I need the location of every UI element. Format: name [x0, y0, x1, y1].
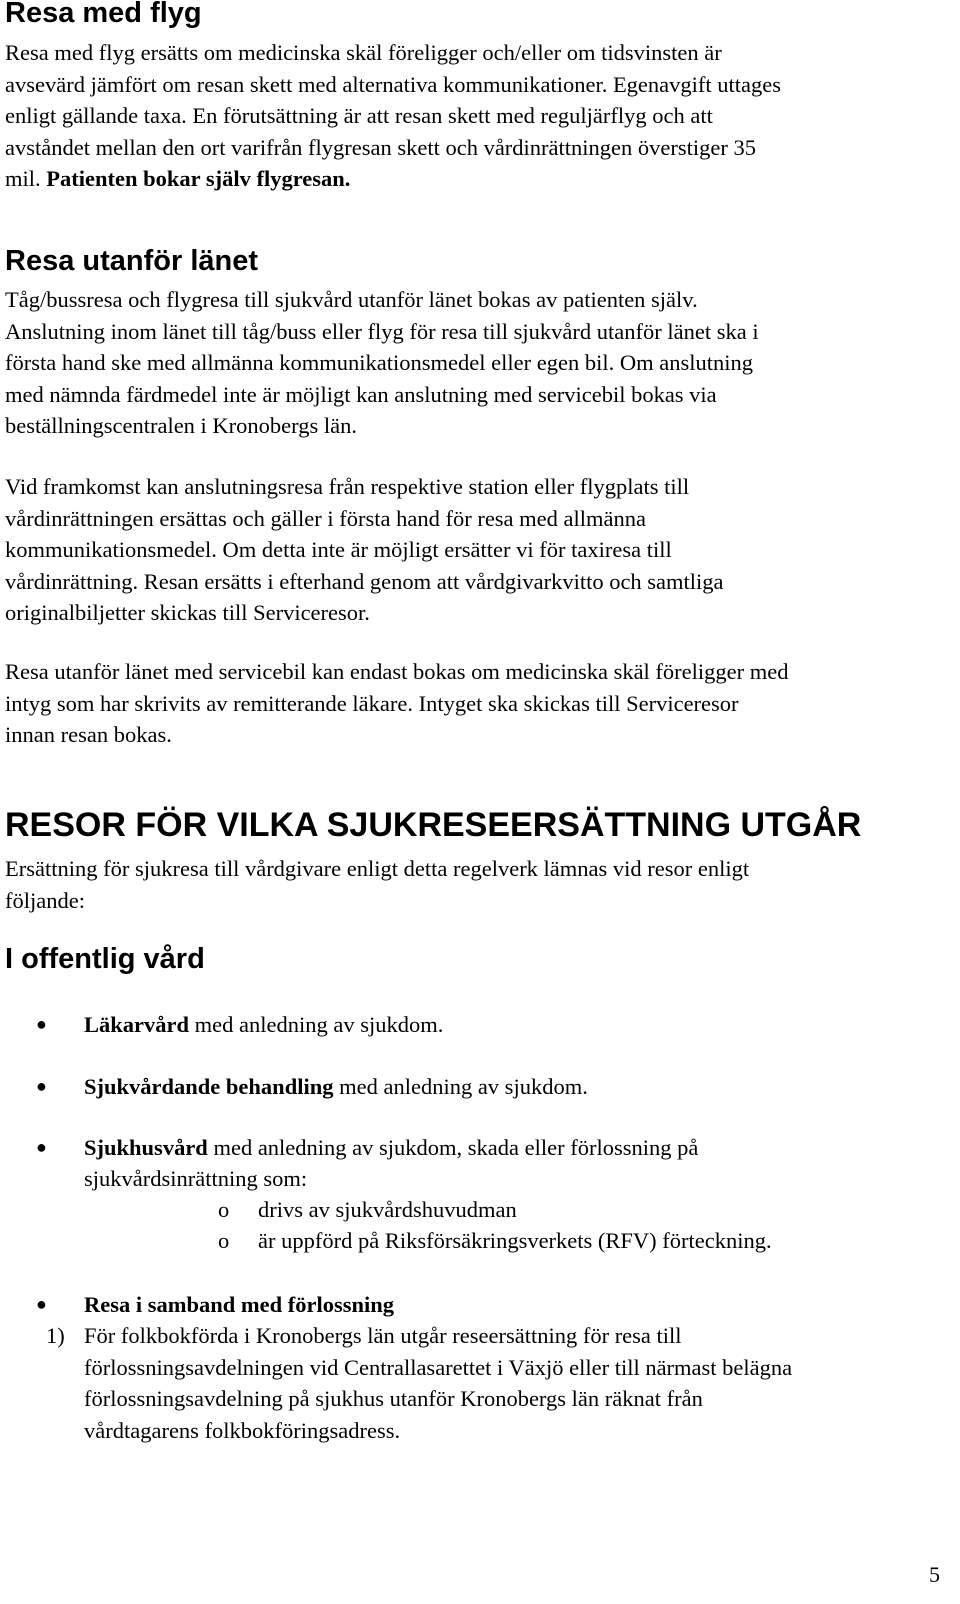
sub-list-item: drivs av sjukvårdshuvudman [258, 1197, 517, 1222]
item-number: 1) [46, 1323, 65, 1348]
text-line: innan resan bokas. [5, 722, 172, 747]
text-line: följande: [5, 887, 85, 913]
text-line: vårdinrättningen ersättas och gäller i första hand för resa med allmänna [5, 505, 646, 531]
text-line: beställningscentralen i Kronobergs län. [5, 413, 357, 438]
bold-note: Patienten bokar själv flygresan. [46, 166, 351, 191]
paragraph-utanfor-1 [5, 284, 960, 442]
term: Sjukhusvård [84, 1135, 208, 1160]
heading-resa-utanfor-lanet: Resa utanför länet [5, 245, 258, 277]
text-line: Ersättning för sjukresa till vårdgivare enligt detta regelverk lämnas vid resor enligt [5, 856, 750, 881]
heading-offentlig-vard: I offentlig vård [5, 943, 205, 975]
list-item-text [84, 1071, 960, 1103]
text-line: För folkbokförda i Kronobergs län utgår reseersättning för resa till [84, 1323, 682, 1348]
numbered-item [0, 1320, 960, 1450]
text-line: enligt gällande taxa. En förutsättning är att resan skett med reguljärflyg och att [5, 103, 713, 128]
paragraph-utanfor-3 [5, 656, 960, 751]
term: Sjukvårdande behandling [84, 1074, 334, 1099]
text-line: Resa med flyg ersätts om medicinska skäl föreligger och/eller om tidsvinsten är [5, 40, 722, 65]
sub-bullet-icon: o [218, 1197, 230, 1222]
bullet-icon: ● [36, 1076, 47, 1096]
text-line: förlossningsavdelningen vid Centrallasarettet i Växjö eller till närmast belägna [84, 1354, 793, 1380]
paragraph-resa-med-flyg [5, 37, 960, 195]
text-line: Anslutning inom länet till tåg/buss eller flyg för resa till sjukvård utanför länet ska i [5, 318, 759, 344]
text-line: vårdtagarens folkbokföringsadress. [84, 1417, 401, 1443]
bullet-icon: ● [36, 1137, 47, 1157]
page-number: 5 [929, 1562, 940, 1587]
bullet-icon: ● [36, 1294, 47, 1314]
paragraph-utanfor-2 [5, 471, 960, 629]
text-fragment: mil. [5, 166, 47, 191]
bullet-icon: ● [36, 1014, 47, 1034]
list-item [0, 1289, 960, 1321]
text-line: intyg som har skrivits av remitterande läkare. Intyget ska skickas till Serviceresor [5, 690, 739, 716]
list-item-text [84, 1009, 960, 1041]
list-item [0, 1071, 960, 1103]
heading-resa-med-flyg: Resa med flyg [5, 0, 202, 29]
text-line: Resa utanför länet med servicebil kan endast bokas om medicinska skäl föreligger med [5, 659, 789, 684]
text-line [5, 163, 960, 195]
term: Läkarvård [84, 1012, 190, 1037]
sub-list-item: är uppförd på Riksförsäkringsverkets (RFV) förteckning. [258, 1228, 772, 1253]
text-fragment: med anledning av sjukdom, skada eller förlossning på [207, 1135, 699, 1160]
text-line: första hand ske med allmänna kommunikationsmedel eller egen bil. Om anslutning [5, 350, 753, 375]
text-line: originalbiljetter skickas till Serviceresor. [5, 600, 370, 625]
text-line: kommunikationsmedel. Om detta inte är möjligt ersätter vi för taxiresa till [5, 537, 672, 562]
heading-resor-for-vilka: RESOR FÖR VILKA SJUKRESEERSÄTTNING UTGÅR [5, 806, 862, 844]
text-line: förlossningsavdelning på sjukhus utanför Kronobergs län räknat från [84, 1386, 703, 1411]
list-item-text-cont: sjukvårdsinrättning som: [84, 1166, 308, 1191]
list-item [0, 1009, 960, 1041]
numbered-item-text [84, 1320, 960, 1446]
text-line: vårdinrättning. Resan ersätts i efterhand genom att vårdgivarkvitto och samtliga [5, 568, 724, 594]
text-fragment: med anledning av sjukdom. [333, 1074, 588, 1099]
list-item [0, 1132, 960, 1262]
list-item-text [84, 1132, 960, 1164]
text-line: avståndet mellan den ort varifrån flygresan skett och vårdinrättningen överstiger 35 [5, 134, 756, 160]
text-line: Tåg/bussresa och flygresa till sjukvård utanför länet bokas av patienten själv. [5, 287, 698, 312]
text-line: Vid framkomst kan anslutningsresa från respektive station eller flygplats till [5, 474, 690, 499]
text-fragment: med anledning av sjukdom. [189, 1012, 444, 1037]
paragraph-intro [5, 853, 960, 916]
text-line: med nämnda färdmedel inte är möjligt kan anslutning med servicebil bokas via [5, 381, 717, 407]
sub-bullet-icon: o [218, 1228, 230, 1253]
text-line: avsevärd jämfört om resan skett med alternativa kommunikationer. Egenavgift uttages [5, 71, 782, 97]
list-item-title: Resa i samband med förlossning [84, 1292, 395, 1317]
